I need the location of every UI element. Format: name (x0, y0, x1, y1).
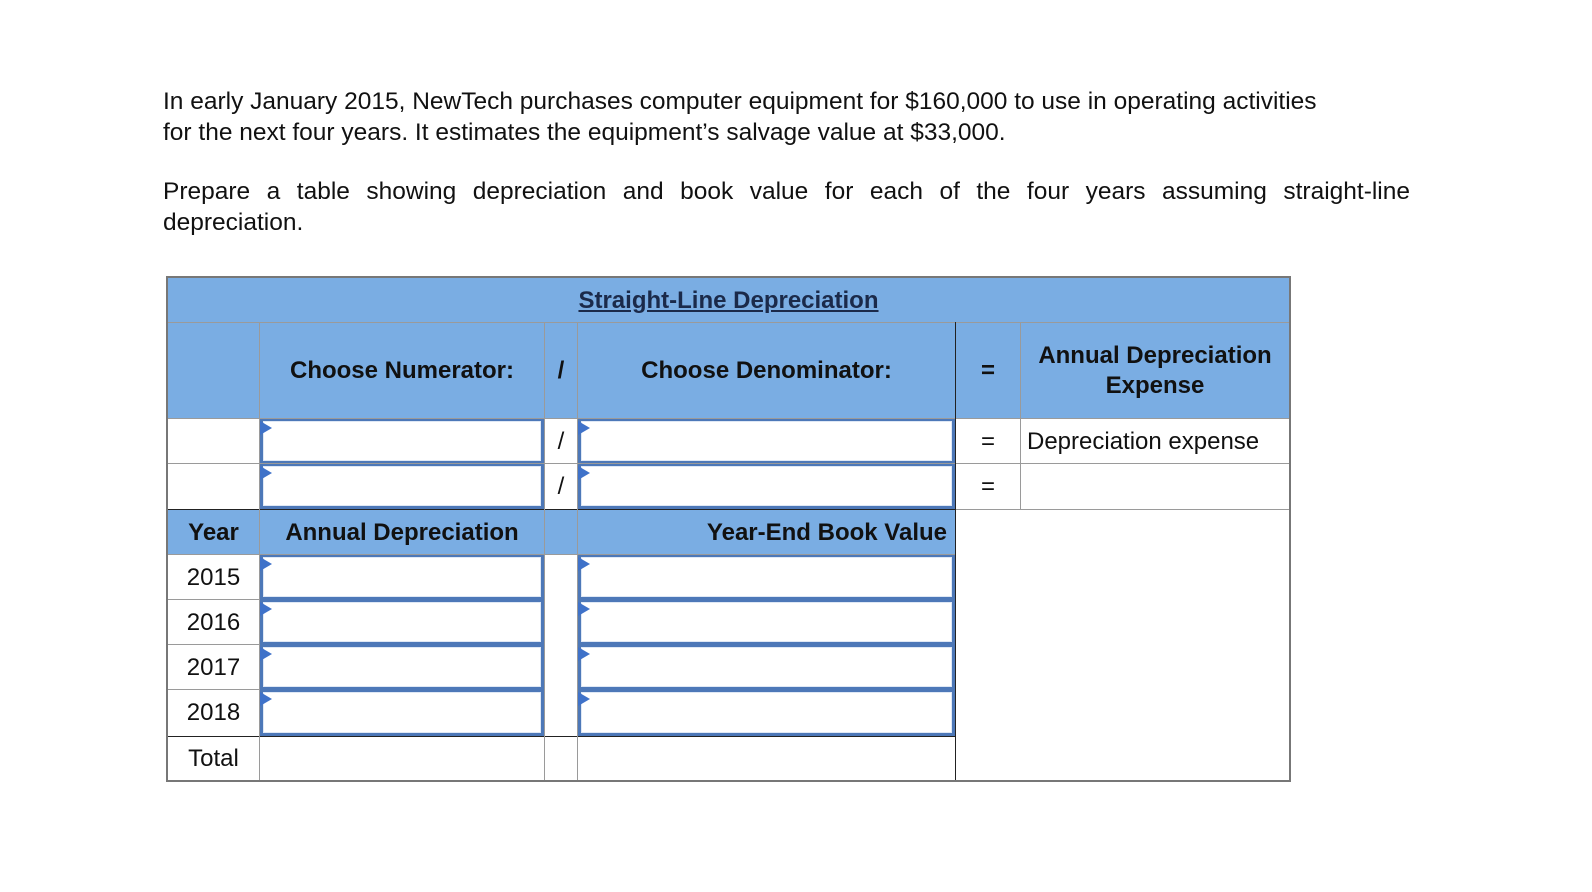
table-title[interactable]: Straight-Line Depreciation (578, 286, 879, 314)
equals-header: = (956, 323, 1020, 419)
divide-sign: / (557, 472, 565, 500)
year-header: Year (168, 510, 259, 555)
result-label-1: Depreciation expense (1027, 427, 1260, 455)
table-outer-border (166, 276, 1291, 782)
denominator-header: Choose Denominator: (578, 323, 955, 419)
result-header: Annual Depreciation Expense (1021, 323, 1289, 419)
problem-line-1: In early January 2015, NewTech purchases computer equipment for $160,000 to use in operating activities (163, 88, 1317, 115)
divide-sign: / (557, 427, 565, 455)
problem-line-2: for the next four years. It estimates the equipment’s salvage value at $33,000. (163, 119, 1006, 146)
numerator-header: Choose Numerator: (260, 323, 544, 419)
book-value-header: Year-End Book Value (578, 510, 955, 555)
year-cell: 2015 (186, 563, 241, 591)
divide-header: / (545, 323, 577, 419)
instruction-line-1: Prepare a table showing depreciation and book value for each of the four years assuming straight-line (163, 178, 1410, 205)
year-cell: 2018 (186, 698, 241, 726)
equals-sign: = (980, 427, 995, 455)
instruction-line-2: depreciation. (163, 209, 304, 236)
year-cell: 2016 (186, 608, 241, 636)
total-label: Total (188, 745, 239, 772)
equals-sign: = (980, 472, 995, 500)
annual-depreciation-header: Annual Depreciation (260, 510, 544, 555)
year-cell: 2017 (186, 653, 241, 681)
